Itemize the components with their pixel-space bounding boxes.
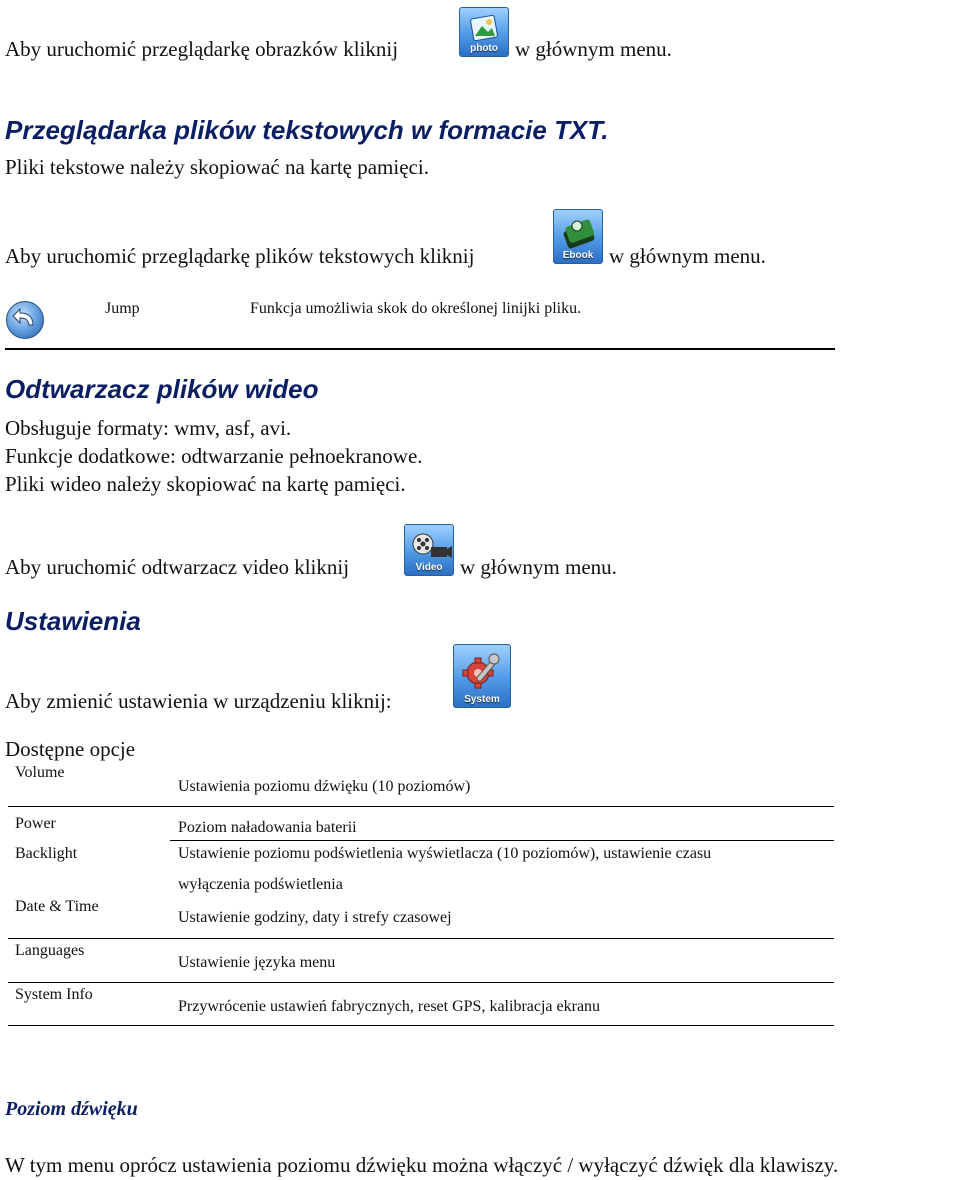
option-name-languages: Languages bbox=[15, 942, 85, 959]
txt-instruction: Aby uruchomić przeglądarkę plików tekstowych kliknij bbox=[5, 244, 475, 268]
option-desc-system-info: Przywrócenie ustawień fabrycznych, reset GPS, kalibracja ekranu bbox=[178, 998, 601, 1015]
jump-back-icon[interactable] bbox=[6, 301, 44, 339]
system-app-icon[interactable] bbox=[453, 644, 511, 708]
jump-label: Jump bbox=[105, 300, 140, 317]
video-icon-label: Video bbox=[415, 562, 443, 573]
options-title: Dostępne opcje bbox=[5, 737, 136, 761]
ebook-icon-label: Ebook bbox=[562, 250, 594, 261]
option-desc-backlight: Ustawienie poziomu podświetlenia wyświetlacza (10 poziomów), ustawienie czasu bbox=[178, 845, 712, 862]
video-instruction-suffix: w głównym menu. bbox=[460, 555, 617, 579]
txt-note: Pliki tekstowe należy skopiować na kartę pamięci. bbox=[5, 155, 429, 179]
option-name-volume: Volume bbox=[15, 764, 65, 781]
jump-description: Funkcja umożliwia skok do określonej linijki pliku. bbox=[250, 300, 582, 317]
video-note: Pliki wideo należy skopiować na kartę pamięci. bbox=[5, 472, 406, 496]
option-desc-volume: Ustawienia poziomu dźwięku (10 poziomów) bbox=[178, 778, 471, 795]
option-name-power: Power bbox=[15, 815, 56, 832]
photo-instruction: Aby uruchomić przeglądarkę obrazków kliknij bbox=[5, 37, 399, 61]
option-name-date-time: Date & Time bbox=[15, 898, 99, 915]
video-heading: Odtwarzacz plików wideo bbox=[5, 374, 319, 404]
table-divider bbox=[170, 840, 834, 841]
video-formats: Obsługuje formaty: wmv, asf, avi. bbox=[5, 416, 292, 440]
sound-heading: Poziom dźwięku bbox=[5, 1098, 138, 1120]
txt-heading: Przeglądarka plików tekstowych w formacie TXT. bbox=[5, 115, 609, 145]
system-icon-label: System bbox=[464, 694, 500, 705]
option-name-backlight: Backlight bbox=[15, 845, 78, 862]
section-divider bbox=[5, 348, 835, 350]
video-features: Funkcje dodatkowe: odtwarzanie pełnoekranowe. bbox=[5, 444, 423, 468]
option-desc-backlight-cont: wyłączenia podświetlenia bbox=[178, 876, 343, 893]
video-instruction: Aby uruchomić odtwarzacz video kliknij bbox=[5, 555, 350, 579]
table-divider bbox=[8, 982, 834, 983]
option-desc-date-time: Ustawienie godziny, daty i strefy czasowej bbox=[178, 909, 452, 926]
settings-heading: Ustawienia bbox=[5, 606, 141, 636]
ebook-app-icon[interactable] bbox=[553, 209, 603, 264]
photo-instruction-suffix: w głównym menu. bbox=[515, 37, 672, 61]
return-arrow-icon bbox=[6, 301, 44, 339]
table-divider bbox=[8, 1025, 834, 1026]
photo-app-icon[interactable] bbox=[459, 7, 509, 57]
option-desc-power: Poziom naładowania baterii bbox=[178, 819, 357, 836]
option-desc-languages: Ustawienie języka menu bbox=[178, 954, 336, 971]
table-divider bbox=[8, 938, 834, 939]
sound-text: W tym menu oprócz ustawienia poziomu dźwięku można włączyć / wyłączyć dźwięk dla klawiszy. bbox=[5, 1153, 839, 1177]
video-app-icon[interactable] bbox=[404, 524, 454, 576]
settings-instruction: Aby zmienić ustawienia w urządzeniu kliknij: bbox=[5, 689, 392, 713]
table-divider bbox=[8, 806, 834, 807]
photo-icon-label: photo bbox=[470, 43, 498, 54]
option-name-system-info: System Info bbox=[15, 986, 93, 1003]
txt-instruction-suffix: w głównym menu. bbox=[609, 244, 766, 268]
